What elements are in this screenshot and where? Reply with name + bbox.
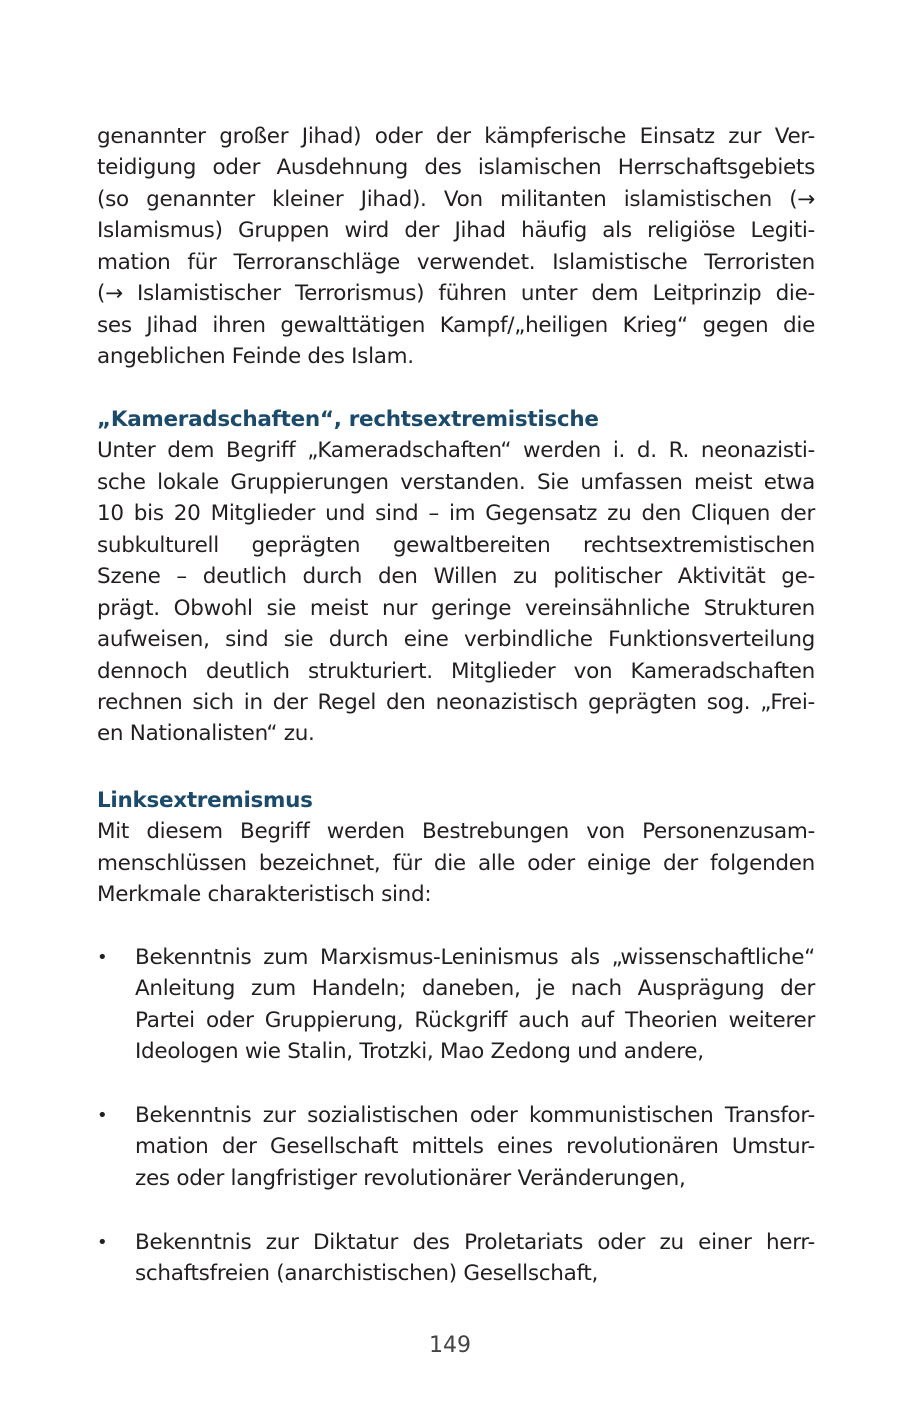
list-item xyxy=(97,942,815,1068)
text-line: sche lokale Gruppierungen verstanden. Sie umfassen meist etwa xyxy=(97,469,815,495)
text-line: en Nationalisten“ zu. xyxy=(97,721,315,747)
text-line: ses Jihad ihren gewalttätigen Kampf/„heiligen Krieg“ gegen die xyxy=(97,312,815,338)
section-heading: „Kameradschaften“, rechtsextremistische xyxy=(97,407,599,432)
bullet-icon: • xyxy=(97,1232,108,1253)
intro-paragraph xyxy=(97,121,815,373)
text-line: Ideologen wie Stalin, Trotzki, Mao Zedong und andere, xyxy=(135,1039,704,1065)
text-line: subkulturell geprägten gewaltbereiten rechtsextremistischen xyxy=(97,532,815,558)
text-line: menschlüssen bezeichnet, für die alle oder einige der folgenden xyxy=(97,850,815,876)
text-line: Partei oder Gruppierung, Rückgriff auch auf Theorien weiterer xyxy=(135,1007,815,1033)
page-number: 149 xyxy=(429,1333,471,1358)
text-line: prägt. Obwohl sie meist nur geringe vereinsähnliche Strukturen xyxy=(97,595,815,621)
text-line: teidigung oder Ausdehnung des islamischen Herrschaftsgebiets xyxy=(97,155,815,181)
text-line: mation der Gesellschaft mittels eines revolutionären Umstur- xyxy=(135,1134,815,1160)
bullet-icon: • xyxy=(97,947,108,968)
text-line: aufweisen, sind sie durch eine verbindliche Funktionsverteilung xyxy=(97,627,815,653)
text-line: Anleitung zum Handeln; daneben, je nach Ausprägung der xyxy=(135,976,815,1002)
list-item xyxy=(97,1227,815,1290)
text-line: schaftsfreien (anarchistischen) Gesellschaft, xyxy=(135,1261,598,1287)
list-item-text xyxy=(135,1227,815,1290)
text-line: (so genannter kleiner Jihad). Von militanten islamistischen (→ xyxy=(97,186,815,212)
text-line: Mit diesem Begriff werden Bestrebungen von Personenzusam- xyxy=(97,819,815,845)
text-line: Merkmale charakteristisch sind: xyxy=(97,882,432,908)
text-line: Szene – deutlich durch den Willen zu politischer Aktivität ge- xyxy=(97,564,815,590)
text-line: Bekenntnis zur Diktatur des Proletariats oder zu einer herr- xyxy=(135,1230,815,1255)
list-item xyxy=(97,1100,815,1194)
text-line: Unter dem Begriff „Kameradschaften“ werden i. d. R. neonazisti- xyxy=(97,438,815,464)
section-paragraph xyxy=(97,435,815,749)
section-heading: Linksextremismus xyxy=(97,788,313,813)
section-paragraph xyxy=(97,816,815,910)
text-line: Islamismus) Gruppen wird der Jihad häufig als religiöse Legiti- xyxy=(97,218,815,244)
list-item-text xyxy=(135,1100,815,1194)
text-line: dennoch deutlich strukturiert. Mitglieder von Kameradschaften xyxy=(97,658,815,684)
text-line: (→ Islamistischer Terrorismus) führen unter dem Leitprinzip die- xyxy=(97,281,815,307)
text-line: Bekenntnis zur sozialistischen oder kommunistischen Transfor- xyxy=(135,1103,815,1128)
section-kameradschaften xyxy=(97,404,815,750)
list-item-text xyxy=(135,942,815,1068)
text-line: angeblichen Feinde des Islam. xyxy=(97,344,414,370)
text-line: 10 bis 20 Mitglieder und sind – im Gegensatz zu den Cliquen der xyxy=(97,501,815,527)
section-linksextremismus xyxy=(97,785,815,911)
text-line: zes oder langfristiger revolutionärer Veränderungen, xyxy=(135,1165,686,1191)
text-line: Bekenntnis zum Marxismus-Leninismus als „wissenschaftliche“ xyxy=(135,945,815,970)
text-line: genannter großer Jihad) oder der kämpferische Einsatz zur Ver- xyxy=(97,124,815,149)
text-line: mation für Terroranschläge verwendet. Islamistische Terroristen xyxy=(97,249,815,275)
bullet-icon: • xyxy=(97,1105,108,1126)
text-line: rechnen sich in der Regel den neonazistisch geprägten sog. „Frei- xyxy=(97,689,815,715)
